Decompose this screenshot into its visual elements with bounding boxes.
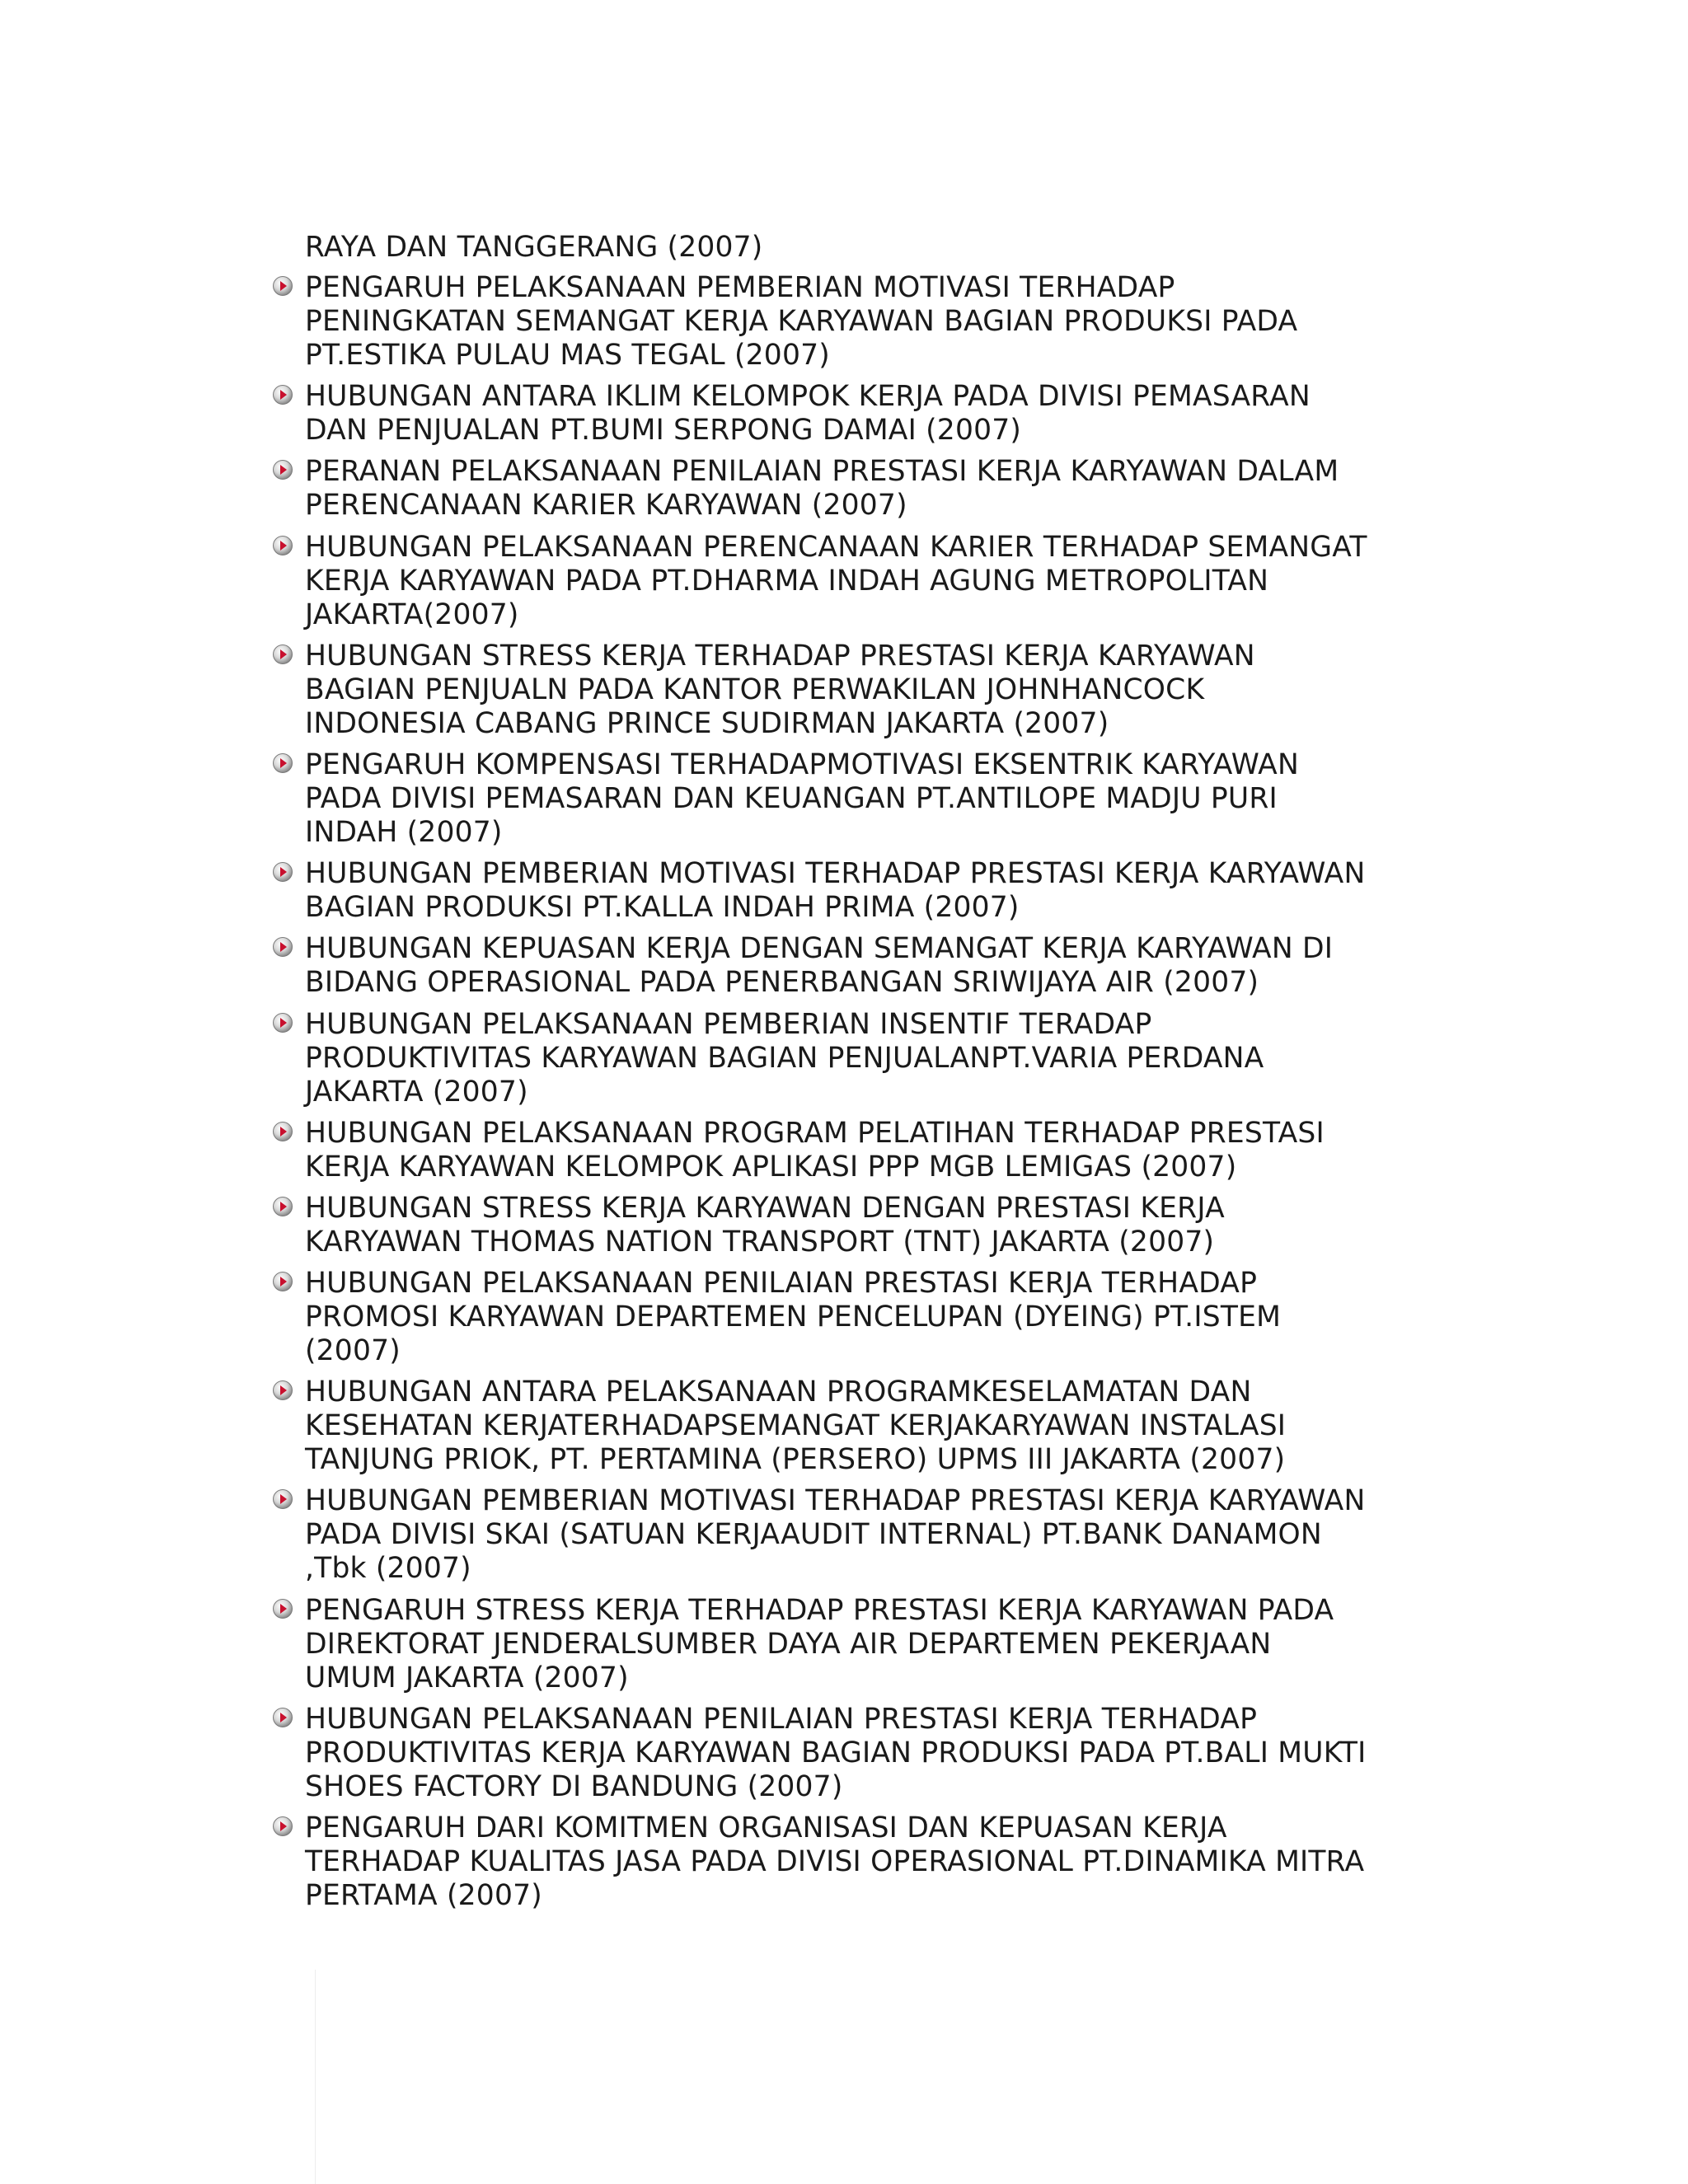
red-arrow-bullet-icon [272, 1816, 293, 1837]
red-arrow-bullet-icon [272, 644, 293, 665]
item-text: HUBUNGAN PEMBERIAN MOTIVASI TERHADAP PRESTASI KERJA KARYAWAN BAGIAN PRODUKSI PT.KALLA INDAH PRIMA (2007) [305, 857, 1366, 925]
item-text: HUBUNGAN PEMBERIAN MOTIVASI TERHADAP PRESTASI KERJA KARYAWAN PADA DIVISI SKAI (SATUAN KERJAAUDIT INTERNAL) PT.BANK DANAMON ,Tbk (2007) [305, 1484, 1366, 1586]
thesis-title-list [272, 271, 1368, 1913]
red-arrow-bullet-icon [272, 1598, 293, 1619]
red-arrow-bullet-icon [272, 1121, 293, 1142]
red-arrow-bullet-icon [272, 384, 293, 405]
list-item [272, 1594, 1368, 1695]
item-text: HUBUNGAN ANTARA IKLIM KELOMPOK KERJA PADA DIVISI PEMASARAN DAN PENJUALAN PT.BUMI SERPONG DAMAI (2007) [305, 380, 1311, 448]
item-text: HUBUNGAN PELAKSANAAN PENILAIAN PRESTASI KERJA TERHADAP PROMOSI KARYAWAN DEPARTEMEN PENCELUPAN (DYEING) PT.ISTEM (2007) [305, 1267, 1282, 1368]
red-arrow-bullet-icon [272, 861, 293, 883]
document-page [272, 231, 1368, 1920]
item-text: HUBUNGAN STRESS KERJA KARYAWAN DENGAN PRESTASI KERJA KARYAWAN THOMAS NATION TRANSPORT (TNT) JAKARTA (2007) [305, 1191, 1225, 1258]
item-text: PERANAN PELAKSANAAN PENILAIAN PRESTASI KERJA KARYAWAN DALAM PERENCANAAN KARIER KARYAWAN (2007) [305, 455, 1339, 523]
list-item [272, 1267, 1368, 1368]
item-text: HUBUNGAN PELAKSANAAN PENILAIAN PRESTASI KERJA TERHADAP PRODUKTIVITAS KERJA KARYAWAN BAGIAN PRODUKSI PADA PT.BALI MUKTI SHOES FACTORY DI BANDUNG (2007) [305, 1702, 1367, 1803]
red-arrow-bullet-icon [272, 459, 293, 480]
list-item [272, 271, 1368, 373]
list-item [272, 1192, 1368, 1259]
list-item [272, 1117, 1368, 1184]
red-arrow-bullet-icon [272, 1380, 293, 1401]
list-item [272, 1008, 1368, 1109]
item-text: HUBUNGAN PELAKSANAAN PEMBERIAN INSENTIF TERADAP PRODUKTIVITAS KARYAWAN BAGIAN PENJUALANPT.VARIA PERDANA JAKARTA (2007) [305, 1007, 1264, 1108]
list-item [272, 1811, 1368, 1913]
list-item [272, 380, 1368, 448]
red-arrow-bullet-icon [272, 1707, 293, 1728]
list-item [272, 1484, 1368, 1586]
list-item [272, 857, 1368, 925]
red-arrow-bullet-icon [272, 752, 293, 774]
page-margin-line [315, 1970, 316, 2184]
list-item [272, 455, 1368, 523]
red-arrow-bullet-icon [272, 1488, 293, 1510]
item-text: PENGARUH PELAKSANAAN PEMBERIAN MOTIVASI TERHADAP PENINGKATAN SEMANGAT KERJA KARYAWAN BAGIAN PRODUKSI PADA PT.ESTIKA PULAU MAS TEGAL (2007) [305, 271, 1298, 372]
red-arrow-bullet-icon [272, 1196, 293, 1217]
item-text: HUBUNGAN PELAKSANAAN PROGRAM PELATIHAN TERHADAP PRESTASI KERJA KARYAWAN KELOMPOK APLIKASI PPP MGB LEMIGAS (2007) [305, 1116, 1325, 1183]
item-text: HUBUNGAN ANTARA PELAKSANAAN PROGRAMKESELAMATAN DAN KESEHATAN KERJATERHADAPSEMANGAT KERJAKARYAWAN INSTALASI TANJUNG PRIOK, PT. PERTAMINA (PERSERO) UPMS III JAKARTA (2007) [305, 1376, 1287, 1477]
continuation-line: RAYA DAN TANGGERANG (2007) [305, 231, 763, 264]
list-item [272, 1376, 1368, 1477]
list-item [272, 640, 1368, 741]
item-text: HUBUNGAN STRESS KERJA TERHADAP PRESTASI KERJA KARYAWAN BAGIAN PENJUALN PADA KANTOR PERWAKILAN JOHNHANCOCK INDONESIA CABANG PRINCE SUDIRMAN JAKARTA (2007) [305, 639, 1255, 740]
item-text: PENGARUH DARI KOMITMEN ORGANISASI DAN KEPUASAN KERJA TERHADAP KUALITAS JASA PADA DIVISI OPERASIONAL PT.DINAMIKA MITRA PERTAMA (2007) [305, 1811, 1365, 1912]
item-text: HUBUNGAN KEPUASAN KERJA DENGAN SEMANGAT KERJA KARYAWAN DI BIDANG OPERASIONAL PADA PENERBANGAN SRIWIJAYA AIR (2007) [305, 932, 1334, 1000]
list-item [272, 748, 1368, 850]
item-text: HUBUNGAN PELAKSANAAN PERENCANAAN KARIER TERHADAP SEMANGAT KERJA KARYAWAN PADA PT.DHARMA INDAH AGUNG METROPOLITAN JAKARTA(2007) [305, 530, 1367, 631]
red-arrow-bullet-icon [272, 936, 293, 958]
list-item [272, 1703, 1368, 1804]
red-arrow-bullet-icon [272, 1012, 293, 1033]
item-text: PENGARUH KOMPENSASI TERHADAPMOTIVASI EKSENTRIK KARYAWAN PADA DIVISI PEMASARAN DAN KEUANGAN PT.ANTILOPE MADJU PURI INDAH (2007) [305, 748, 1299, 849]
red-arrow-bullet-icon [272, 535, 293, 556]
red-arrow-bullet-icon [272, 1271, 293, 1292]
list-item [272, 531, 1368, 632]
item-text: PENGARUH STRESS KERJA TERHADAP PRESTASI KERJA KARYAWAN PADA DIREKTORAT JENDERALSUMBER DAYA AIR DEPARTEMEN PEKERJAAN UMUM JAKARTA (2007) [305, 1593, 1334, 1694]
red-arrow-bullet-icon [272, 275, 293, 297]
list-item [272, 932, 1368, 1000]
